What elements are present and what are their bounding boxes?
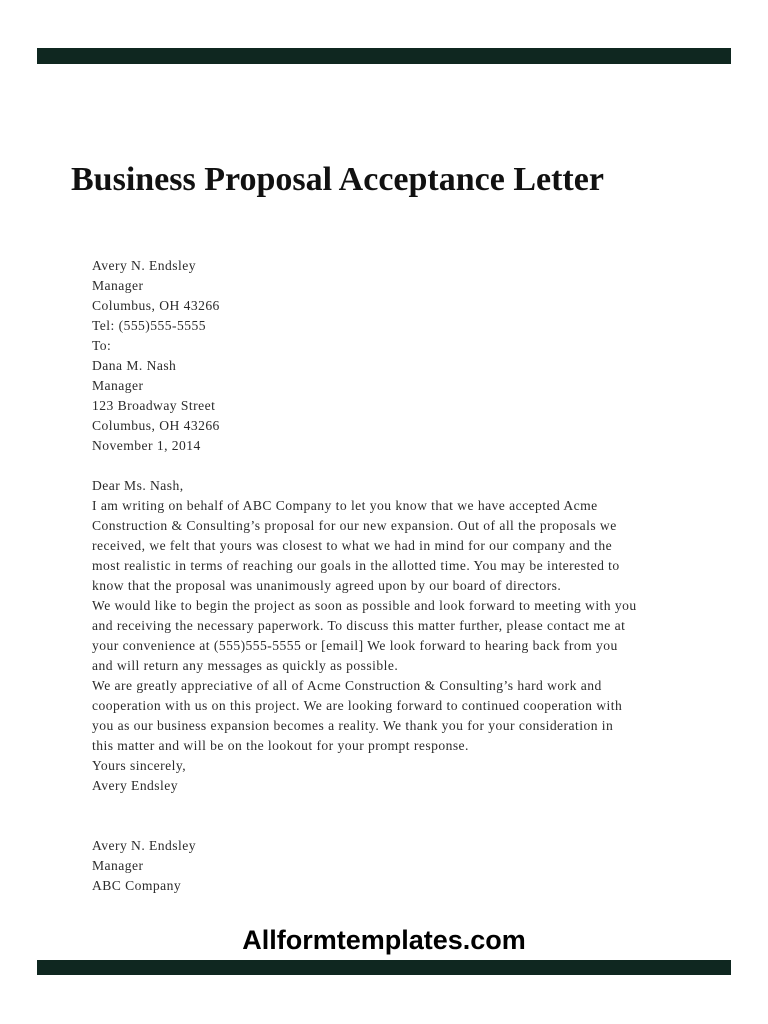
signature-name: Avery N. Endsley bbox=[92, 838, 196, 853]
body-line: We are greatly appreciative of all of Acme Construction & Consulting’s hard work and bbox=[92, 678, 602, 693]
body-line: your convenience at (555)555-5555 or [email] We look forward to hearing back from you bbox=[92, 638, 618, 653]
body-line: cooperation with us on this project. We are looking forward to continued cooperation with bbox=[92, 698, 623, 713]
address-block bbox=[92, 256, 220, 456]
sender-city: Columbus, OH 43266 bbox=[92, 298, 220, 313]
sender-name: Avery N. Endsley bbox=[92, 258, 196, 273]
recipient-city: Columbus, OH 43266 bbox=[92, 418, 220, 433]
salutation: Dear Ms. Nash, bbox=[92, 478, 184, 493]
closing-name: Avery Endsley bbox=[92, 778, 179, 793]
top-decorative-bar bbox=[37, 48, 731, 64]
recipient-position: Manager bbox=[92, 378, 144, 393]
body-line: Construction & Consulting’s proposal for our new expansion. Out of all the proposals we bbox=[92, 518, 617, 533]
to-label: To: bbox=[92, 338, 112, 353]
footer-brand: Allformtemplates.com bbox=[242, 925, 526, 955]
body-line: and will return any messages as quickly as possible. bbox=[92, 658, 399, 673]
body-line: this matter and will be on the lookout for your prompt response. bbox=[92, 738, 469, 753]
recipient-street: 123 Broadway Street bbox=[92, 398, 216, 413]
body-line: received, we felt that yours was closest to what we had in mind for our company and the bbox=[92, 538, 613, 553]
closing: Yours sincerely, bbox=[92, 758, 187, 773]
body-line: I am writing on behalf of ABC Company to let you know that we have accepted Acme bbox=[92, 498, 598, 513]
body-line: and receiving the necessary paperwork. To discuss this matter further, please contact me at bbox=[92, 618, 626, 633]
document-title: Business Proposal Acceptance Letter bbox=[71, 161, 604, 198]
body-line: you as our business expansion becomes a reality. We thank you for your consideration in bbox=[92, 718, 614, 733]
bottom-decorative-bar bbox=[37, 960, 731, 975]
letter-date: November 1, 2014 bbox=[92, 438, 201, 453]
body-line: We would like to begin the project as soon as possible and look forward to meeting with you bbox=[92, 598, 637, 613]
letter-body bbox=[92, 476, 637, 796]
signature-company: ABC Company bbox=[92, 878, 182, 893]
signature-block bbox=[92, 836, 196, 896]
body-line: most realistic in terms of reaching our goals in the allotted time. You may be interested to bbox=[92, 558, 620, 573]
signature-position: Manager bbox=[92, 858, 144, 873]
recipient-name: Dana M. Nash bbox=[92, 358, 177, 373]
body-line: know that the proposal was unanimously agreed upon by our board of directors. bbox=[92, 578, 562, 593]
sender-phone: Tel: (555)555-5555 bbox=[92, 318, 206, 333]
sender-position: Manager bbox=[92, 278, 144, 293]
